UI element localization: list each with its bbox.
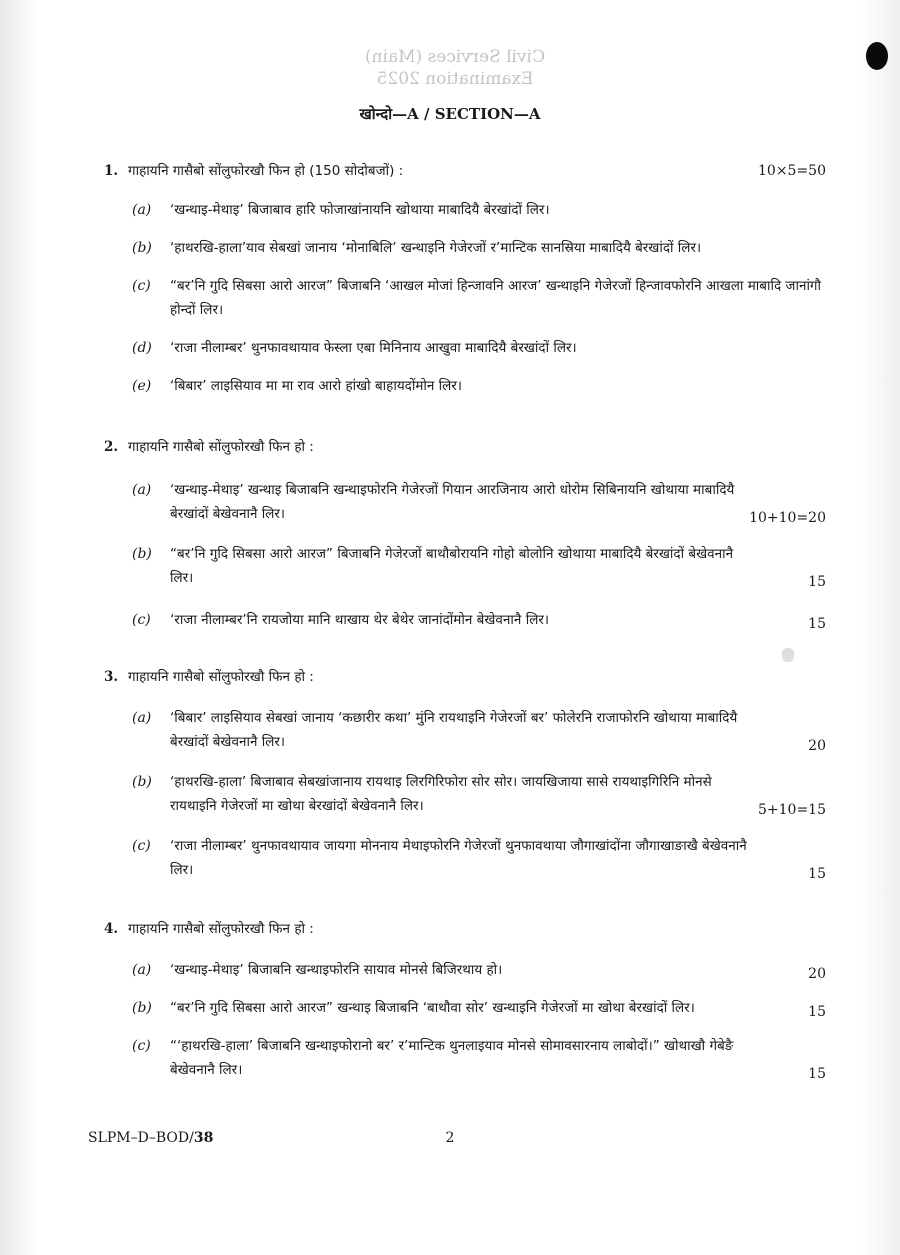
sub-question-e: (e) ‘बिबार’ लाइसियाव मा मा राव आरो हांखो बाहायदोंमोन लिर। xyxy=(132,378,462,394)
sub-question-a: (a) ‘खन्थाइ-मेथाइ’ खन्थाइ बिजाबनि खन्थाइफोरनि गेजेरजों गियान आरजिनाय आरो धोरोम सिबिनायनि खोथाया माबादियै बेरखांदों बेखेवनानै लिर। 10+10=20 xyxy=(132,478,826,526)
sub-question-text: ‘खन्थाइ-मेथाइ’ खन्थाइ बिजाबनि खन्थाइफोरनि गेजेरजों गियान आरजिनाय आरो धोरोम सिबिनायनि खोथाया माबादियै बेरखांदों बेखेवनानै लिर। xyxy=(170,482,735,522)
question-text: गाहायनि गासैबो सोंलुफोरखौ फिन हो : xyxy=(128,439,314,455)
sub-question-marks: 5+10=15 xyxy=(758,802,826,818)
sub-question-marks: 10+10=20 xyxy=(749,510,826,526)
question-number: 1. xyxy=(104,163,119,179)
sub-question-text: ‘खन्थाइ-मेथाइ’ बिजाबाव हारि फोजाखांनायनि खोथाया माबादियै बेरखांदों लिर। xyxy=(170,202,550,218)
page-number: 2 xyxy=(445,1130,455,1146)
question-header xyxy=(104,666,826,688)
sub-question-c: (c) ‘राजा नीलाम्बर’नि रायजोया मानि थाखाय थेर बेथेर जानांदोंमोन बेखेवनानै लिर। 15 xyxy=(132,608,826,632)
question-1 xyxy=(104,160,826,398)
sub-question-c: (c) “‘हाथरखि-हाला’ बिजाबनि खन्थाइफोरानो बर’ र’मान्टिक थुनलाइयाव मोनसे सोमावसारनाय लाबोदों।” खोथाखौ गेबेङै बेखेवनानै लिर। 15 xyxy=(132,1034,826,1082)
sub-question-text: ‘हाथरखि-हाला’ बिजाबाव सेबखांजानाय रायथाइ लिरगिरिफोरा सोर सोर। जायखिजाया सासे रायथाइगिरिनि मोनसे रायथाइनि गेजेरजों मा खोथा बेरखांदों बेखेवनानै लिर। xyxy=(170,774,712,814)
sub-question-a: (a) ‘बिबार’ लाइसियाव सेबखां जानाय ‘कछारीर कथा’ मुंनि रायथाइनि गेजेरजों बर’ फोलेरनि राजाफोरनि खोथाया माबादियै बेरखांदों बेखेवनानै लिर। 20 xyxy=(132,706,826,754)
question-header xyxy=(104,918,826,940)
sub-question-c: (c) ‘राजा नीलाम्बर’ थुनफावथायाव जायगा मोननाय मेथाइफोरनि गेजेरजों थुनफावथाया जौगाखांदोंना जौगाखाङाखै बेखेवनानै लिर। 15 xyxy=(132,834,826,882)
question-marks: 10×5=50 xyxy=(758,163,826,179)
question-header xyxy=(104,160,826,182)
section-title: खोन्दो—A / SECTION—A xyxy=(359,105,541,123)
question-4 xyxy=(104,918,826,1082)
sub-question-text: ‘राजा नीलाम्बर’ थुनफावथायाव फेस्ला एबा मिनिनाय आखुवा माबादियै बेरखांदों लिर। xyxy=(170,340,577,356)
sub-question-b: (b) ‘हाथरखि-हाला’ बिजाबाव सेबखांजानाय रायथाइ लिरगिरिफोरा सोर सोर। जायखिजाया सासे रायथाइगिरिनि मोनसे रायथाइनि गेजेरजों मा खोथा बेरखांदों बेखेवनानै लिर। 5+10=15 xyxy=(132,770,826,818)
sub-question-text: “बर’नि गुदि सिबसा आरो आरज” खन्थाइ बिजाबनि ‘बाथौवा सोर’ खन्थाइनि गेजेरजों मा खोथा बेरखांदों लिर। xyxy=(170,1000,695,1016)
sub-question-marks: 15 xyxy=(808,574,826,590)
sub-question-marks: 15 xyxy=(808,616,826,632)
sub-question-a: (a) ‘खन्थाइ-मेथाइ’ बिजाबाव हारि फोजाखांनायनि खोथाया माबादियै बेरखांदों लिर। xyxy=(132,202,550,218)
sub-question-b: (b) ‘हाथरखि-हाला’याव सेबखां जानाय ‘मोनाबिलि’ खन्थाइनि गेजेरजों र’मान्टिक सानस्रिया माबादियै बेरखांदों लिर। xyxy=(132,240,702,256)
sub-question-text: ‘खन्थाइ-मेथाइ’ बिजाबनि खन्थाइफोरनि सायाव मोनसे बिजिरथाय हो। xyxy=(170,962,503,978)
sub-question-d: (d) ‘राजा नीलाम्बर’ थुनफावथायाव फेस्ला एबा मिनिनाय आखुवा माबादियै बेरखांदों लिर। xyxy=(132,340,577,356)
sub-question-a: (a) ‘खन्थाइ-मेथाइ’ बिजाबनि खन्थाइफोरनि सायाव मोनसे बिजिरथाय हो। 20 xyxy=(132,958,826,982)
question-text: गाहायनि गासैबो सोंलुफोरखौ फिन हो : xyxy=(128,921,314,937)
question-number: 2. xyxy=(104,439,119,455)
question-text: गाहायनि गासैबो सोंलुफोरखौ फिन हो : xyxy=(128,669,314,685)
question-3 xyxy=(104,666,826,882)
bleed-through-watermark: Civil Services (Main) Examination 2025 xyxy=(364,47,546,90)
ink-smudge xyxy=(782,648,794,662)
sub-question-text: ‘हाथरखि-हाला’याव सेबखां जानाय ‘मोनाबिलि’ खन्थाइनि गेजेरजों र’मान्टिक सानस्रिया माबादियै बेरखांदों लिर। xyxy=(170,240,702,256)
sub-question-text: ‘राजा नीलाम्बर’ थुनफावथायाव जायगा मोननाय मेथाइफोरनि गेजेरजों थुनफावथाया जौगाखांदोंना जौगाखाङाखै बेखेवनानै लिर। xyxy=(170,838,747,878)
sub-question-marks: 15 xyxy=(808,866,826,882)
sub-question-marks: 20 xyxy=(808,966,826,982)
question-number: 3. xyxy=(104,669,119,685)
sub-question-text: “बर’नि गुदि सिबसा आरो आरज” बिजाबनि गेजेरजों बाथौबोरायनि गोहो बोलोनि खोथाया माबादियै बेरखांदों बेखेवनानै लिर। xyxy=(170,546,734,586)
sub-question-text: ‘बिबार’ लाइसियाव मा मा राव आरो हांखो बाहायदोंमोन लिर। xyxy=(170,378,462,394)
sub-question-marks: 15 xyxy=(808,1004,826,1020)
question-2 xyxy=(104,436,826,632)
question-header xyxy=(104,436,826,458)
hole-punch-mark xyxy=(866,42,888,70)
sub-question-text: “बर’नि गुदि सिबसा आरो आरज” बिजाबनि ‘आखल मोजां हिन्जावनि आरज’ खन्थाइनि गेजेरजों हिन्जावफोरनि आखला माबादि जानांगौ होन्दों लिर। xyxy=(170,278,822,318)
sub-question-text: ‘राजा नीलाम्बर’नि रायजोया मानि थाखाय थेर बेथेर जानांदोंमोन बेखेवनानै लिर। xyxy=(170,612,549,628)
question-number: 4. xyxy=(104,921,119,937)
sub-question-text: “‘हाथरखि-हाला’ बिजाबनि खन्थाइफोरानो बर’ र’मान्टिक थुनलाइयाव मोनसे सोमावसारनाय लाबोदों।” खोथाखौ गेबेङै बेखेवनानै लिर। xyxy=(170,1038,734,1078)
sub-question-marks: 20 xyxy=(808,738,826,754)
sub-question-c: (c) “बर’नि गुदि सिबसा आरो आरज” बिजाबनि ‘आखल मोजां हिन्जावनि आरज’ खन्थाइनि गेजेरजों हिन्जावफोरनि आखला माबादि जानांगौ होन्दों लिर। xyxy=(132,278,822,318)
paper-code: SLPM–D–BOD/38 xyxy=(88,1130,214,1146)
question-text: गाहायनि गासैबो सोंलुफोरखौ फिन हो (150 सोदोबजों) : xyxy=(128,163,404,179)
sub-question-marks: 15 xyxy=(808,1066,826,1082)
sub-question-b: (b) “बर’नि गुदि सिबसा आरो आरज” बिजाबनि गेजेरजों बाथौबोरायनि गोहो बोलोनि खोथाया माबादियै बेरखांदों बेखेवनानै लिर। 15 xyxy=(132,542,826,590)
sub-question-text: ‘बिबार’ लाइसियाव सेबखां जानाय ‘कछारीर कथा’ मुंनि रायथाइनि गेजेरजों बर’ फोलेरनि राजाफोरनि खोथाया माबादियै बेरखांदों बेखेवनानै लिर। xyxy=(170,710,738,750)
sub-question-b: (b) “बर’नि गुदि सिबसा आरो आरज” खन्थाइ बिजाबनि ‘बाथौवा सोर’ खन्थाइनि गेजेरजों मा खोथा बेरखांदों लिर। 15 xyxy=(132,996,826,1020)
